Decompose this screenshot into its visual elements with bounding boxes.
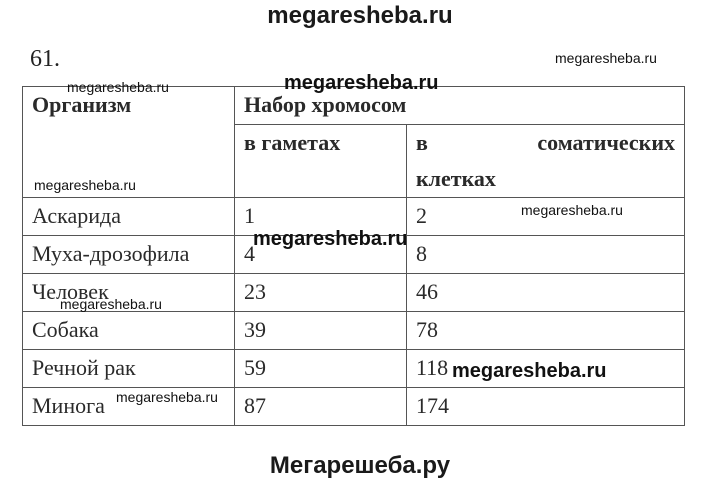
cell-somatic: 46 [407,274,685,312]
cell-organism: Человек [23,274,235,312]
cell-organism: Минога [23,388,235,426]
cell-organism: Аскарида [23,198,235,236]
watermark-text: megaresheba.ru [34,177,136,193]
cell-gametes: 59 [235,350,407,388]
watermark-text: megaresheba.ru [452,360,607,382]
cell-somatic: 118 [407,350,685,388]
cell-gametes: 4 [235,236,407,274]
watermark-text: megaresheba.ru [521,202,623,218]
cell-somatic: 174 [407,388,685,426]
cell-organism: Собака [23,312,235,350]
cell-somatic: 8 [407,236,685,274]
cell-somatic: 2 [407,198,685,236]
header-organism: Организм [23,87,235,198]
cell-gametes: 1 [235,198,407,236]
cell-organism: Муха-дрозофила [23,236,235,274]
header-somatic-word1: в [416,130,428,155]
header-gametes: в гаметах [235,125,407,198]
task-number: 61. [30,46,60,72]
cell-organism: Речной рак [23,350,235,388]
watermark-text: megaresheba.ru [67,79,169,95]
cell-gametes: 39 [235,312,407,350]
footer-watermark: Мегарешеба.ру [269,452,451,479]
header-somatic-word3: клетках [416,166,496,191]
watermark-text: megaresheba.ru [555,50,657,66]
watermark-text: megaresheba.ru [116,389,218,405]
header-somatic [407,125,685,198]
header-watermark: megaresheba.ru [267,2,453,29]
header-somatic-word2: соматических [537,130,675,155]
cell-gametes: 87 [235,388,407,426]
watermark-text: megaresheba.ru [60,296,162,312]
table-row [23,312,685,350]
cell-gametes: 23 [235,274,407,312]
watermark-text: megaresheba.ru [253,228,408,250]
watermark-text: megaresheba.ru [284,72,439,94]
cell-somatic: 78 [407,312,685,350]
header-chromosome-set: Набор хромосом [235,87,685,125]
